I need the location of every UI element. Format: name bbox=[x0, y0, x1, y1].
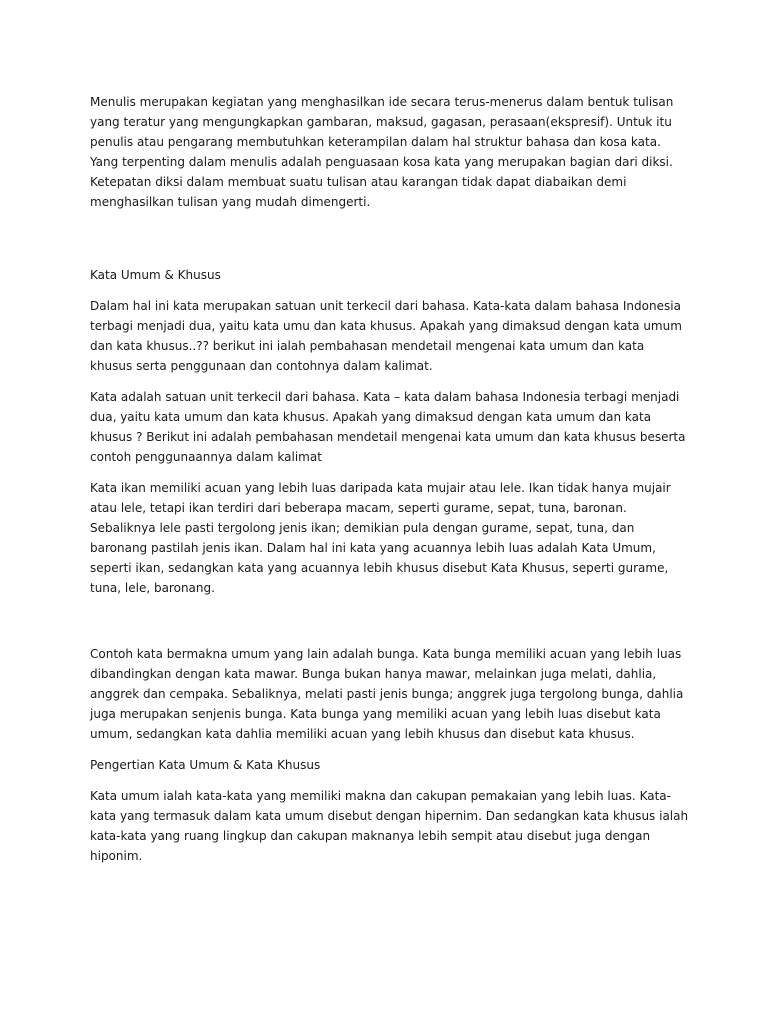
heading-kata-umum-khusus: Kata Umum & Khusus bbox=[90, 268, 221, 282]
document-page bbox=[90, 92, 690, 877]
paragraph-example-ikan: Kata ikan memiliki acuan yang lebih luas daripada kata mujair atau lele. Ikan tidak hanya mujair atau lele, tetapi ikan terdiri dari beberapa macam, seperti gurame, sepat, tuna, baronan. Sebaliknya lele pasti tergolong jenis ikan; demikian pula dengan gurame, sepat, tuna, dan baronang pastilah jenis ikan. Dalam hal ini kata yang acuannya lebih luas adalah Kata Umum, seperti ikan, sedangkan kata yang acuannya lebih khusus disebut Kata Khusus, seperti gurame, tuna, lele, baronang. bbox=[90, 481, 671, 595]
paragraph-pengertian: Kata umum ialah kata-kata yang memiliki makna dan cakupan pemakaian yang lebih luas. Kata-kata yang termasuk dalam kata umum disebut dengan hipernim. Dan sedangkan kata khusus ialah kata-kata yang ruang lingkup dan cakupan maknanya lebih sempit atau disebut juga dengan hiponim. bbox=[90, 789, 689, 863]
paragraph-definition: Dalam hal ini kata merupakan satuan unit terkecil dari bahasa. Kata-kata dalam bahasa Indonesia terbagi menjadi dua, yaitu kata umu dan kata khusus. Apakah yang dimaksud dengan kata umum dan kata khusus..?? berikut ini ialah pembahasan mendetail mengenai kata umum dan kata khusus serta penggunaan dan contohnya dalam kalimat. bbox=[90, 299, 682, 373]
spacer bbox=[90, 223, 690, 265]
heading-pengertian: Pengertian Kata Umum & Kata Khusus bbox=[90, 758, 321, 772]
spacer bbox=[90, 609, 690, 644]
paragraph-example-bunga: Contoh kata bermakna umum yang lain adalah bunga. Kata bunga memiliki acuan yang lebih luas dibandingkan dengan kata mawar. Bunga bukan hanya mawar, melainkan juga melati, dahlia, anggrek dan cempaka. Sebaliknya, melati pasti jenis bunga; anggrek juga tergolong bunga, dahlia juga merupakan senjenis bunga. Kata bunga yang memiliki acuan yang lebih luas disebut kata umum, sedangkan kata dahlia memiliki acuan yang lebih khusus dan disebut kata khusus. bbox=[90, 647, 684, 741]
paragraph-intro: Menulis merupakan kegiatan yang menghasilkan ide secara terus-menerus dalam bentuk tulisan yang teratur yang mengungkapkan gambaran, maksud, gagasan, perasaan(ekspresif). Untuk itu penulis atau pengarang membutuhkan keterampilan dalam hal struktur bahasa dan kosa kata. Yang terpenting dalam menulis adalah penguasaan kosa kata yang merupakan bagian dari diksi. Ketepatan diksi dalam membuat suatu tulisan atau karangan tidak dapat diabaikan demi menghasilkan tulisan yang mudah dimengerti. bbox=[90, 95, 674, 209]
paragraph-definition-repeat: Kata adalah satuan unit terkecil dari bahasa. Kata – kata dalam bahasa Indonesia terbagi menjadi dua, yaitu kata umum dan kata khusus. Apakah yang dimaksud dengan kata umum dan kata khusus ? Berikut ini adalah pembahasan mendetail mengenai kata umum dan kata khusus beserta contoh penggunaannya dalam kalimat bbox=[90, 390, 686, 464]
